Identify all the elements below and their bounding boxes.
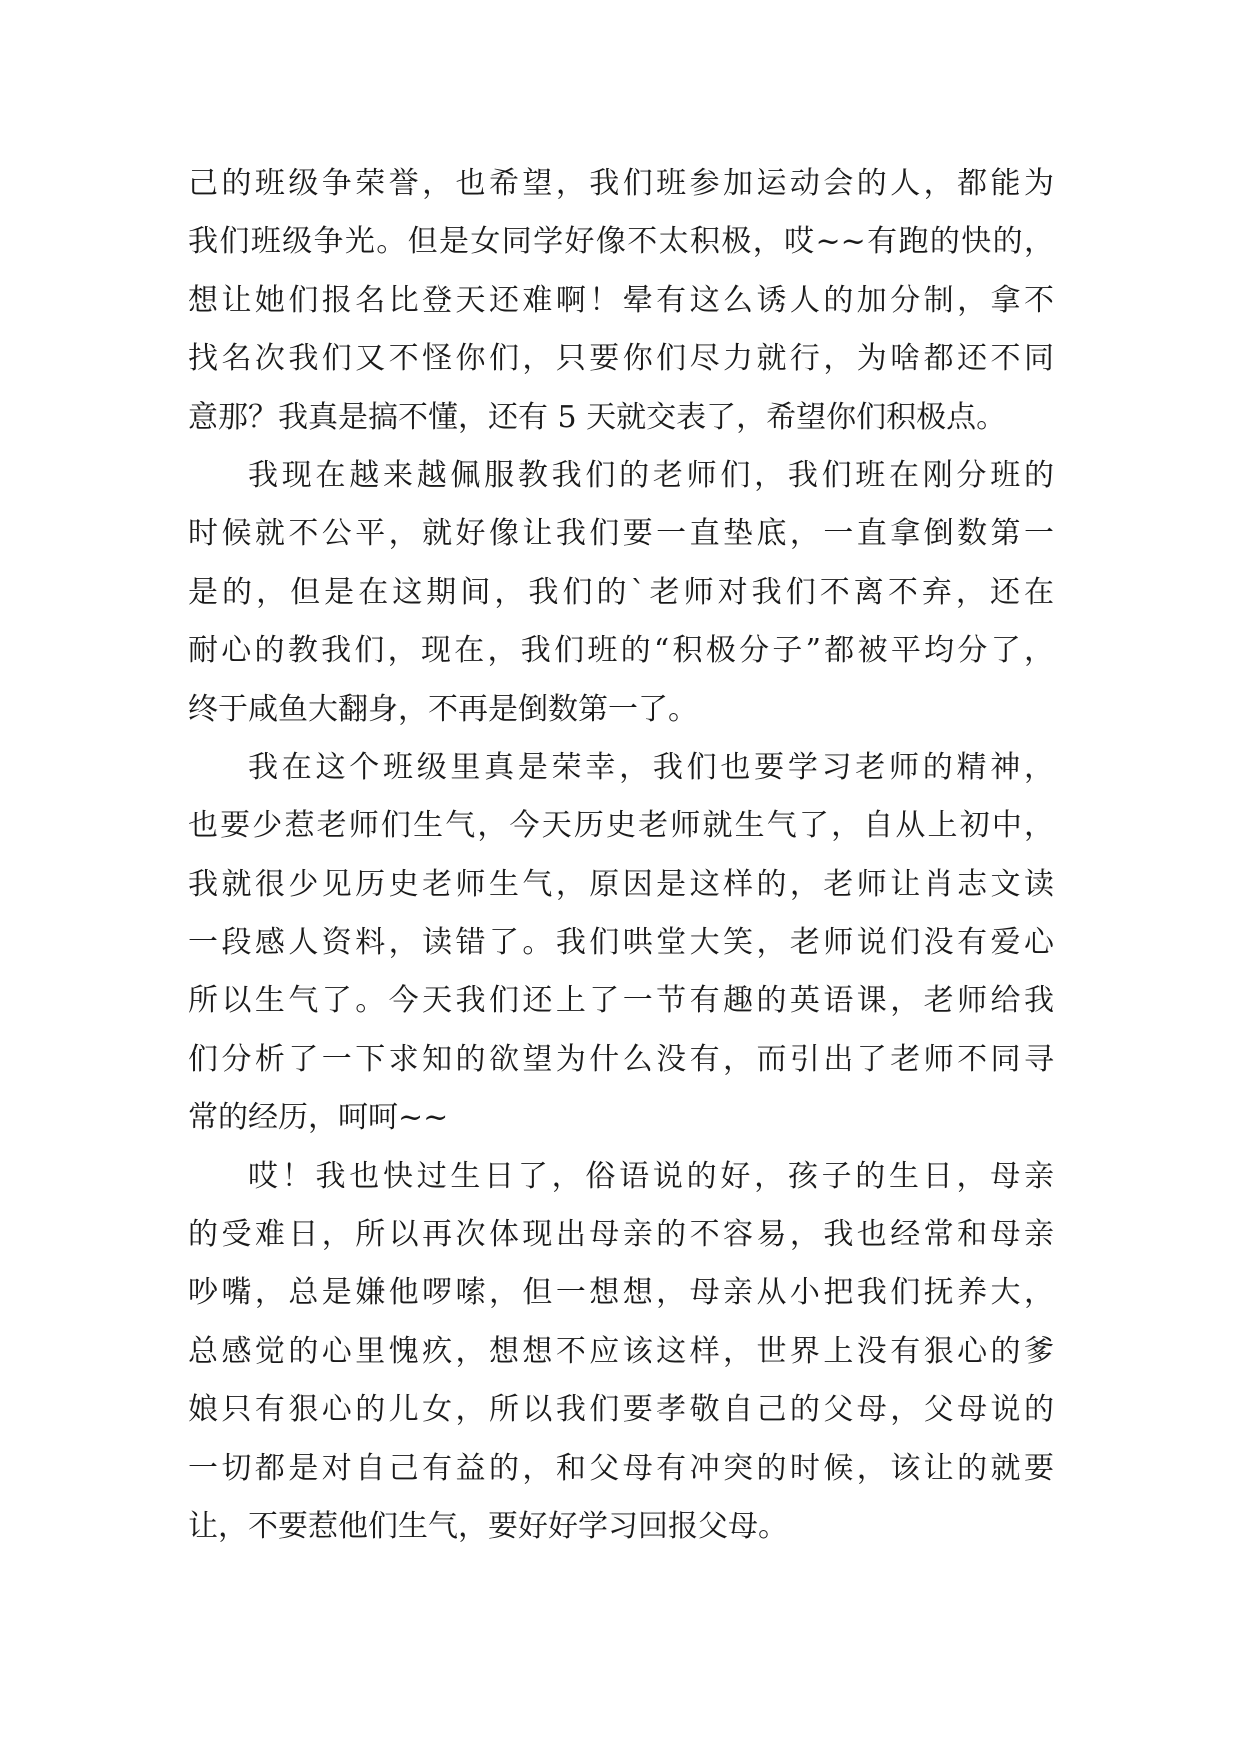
text-line: 们分析了一下求知的欲望为什么没有，而引出了老师不同寻 (188, 1041, 1054, 1077)
text-line: 一段感人资料，读错了。我们哄堂大笑，老师说们没有爱心 (188, 925, 1054, 961)
text-line: 是的，但是在这期间，我们的`老师对我们不离不弃，还在 (188, 574, 1054, 610)
text-line: 哎！我也快过生日了，俗语说的好，孩子的生日，母亲 (248, 1158, 1054, 1194)
text-line: 所以生气了。今天我们还上了一节有趣的英语课，老师给我 (188, 983, 1054, 1019)
text-line: 吵嘴，总是嫌他啰嗦，但一想想，母亲从小把我们抚养大， (188, 1275, 1054, 1311)
document-body (188, 155, 1054, 1556)
text-line: 也要少惹老师们生气，今天历史老师就生气了，自从上初中， (188, 808, 1054, 844)
text-line: 耐心的教我们，现在，我们班的“积极分子”都被平均分了， (188, 633, 1054, 669)
text-line: 想让她们报名比登天还难啊！晕有这么诱人的加分制，拿不 (188, 282, 1054, 318)
text-line: 的受难日，所以再次体现出母亲的不容易，我也经常和母亲 (188, 1217, 1054, 1253)
text-line: 我在这个班级里真是荣幸，我们也要学习老师的精神， (248, 749, 1054, 785)
text-line: 终于咸鱼大翻身，不再是倒数第一了。 (188, 691, 698, 727)
text-line: 己的班级争荣誉，也希望，我们班参加运动会的人，都能为 (188, 166, 1054, 201)
text-line: 让，不要惹他们生气，要好好学习回报父母。 (188, 1508, 788, 1544)
text-line: 总感觉的心里愧疚，想想不应该这样，世界上没有狠心的爹 (188, 1333, 1054, 1369)
text-line: 我们班级争光。但是女同学好像不太积极，哎~~有跑的快的， (188, 224, 1054, 260)
text-line: 找名次我们又不怪你们，只要你们尽力就行，为啥都还不同 (188, 341, 1054, 377)
text-line: 我就很少见历史老师生气，原因是这样的，老师让肖志文读 (188, 866, 1054, 902)
text-line: 时候就不公平，就好像让我们要一直垫底，一直拿倒数第一 (188, 516, 1054, 552)
text-line: 我现在越来越佩服教我们的老师们，我们班在刚分班的 (248, 457, 1054, 493)
text-line: 常的经历，呵呵~~ (188, 1100, 449, 1136)
text-line: 娘只有狠心的儿女，所以我们要孝敬自己的父母，父母说的 (188, 1392, 1054, 1428)
text-line: 意那？我真是搞不懂，还有 5 天就交表了，希望你们积极点。 (188, 399, 1007, 435)
text-line: 一切都是对自己有益的，和父母有冲突的时候，该让的就要 (188, 1450, 1054, 1486)
